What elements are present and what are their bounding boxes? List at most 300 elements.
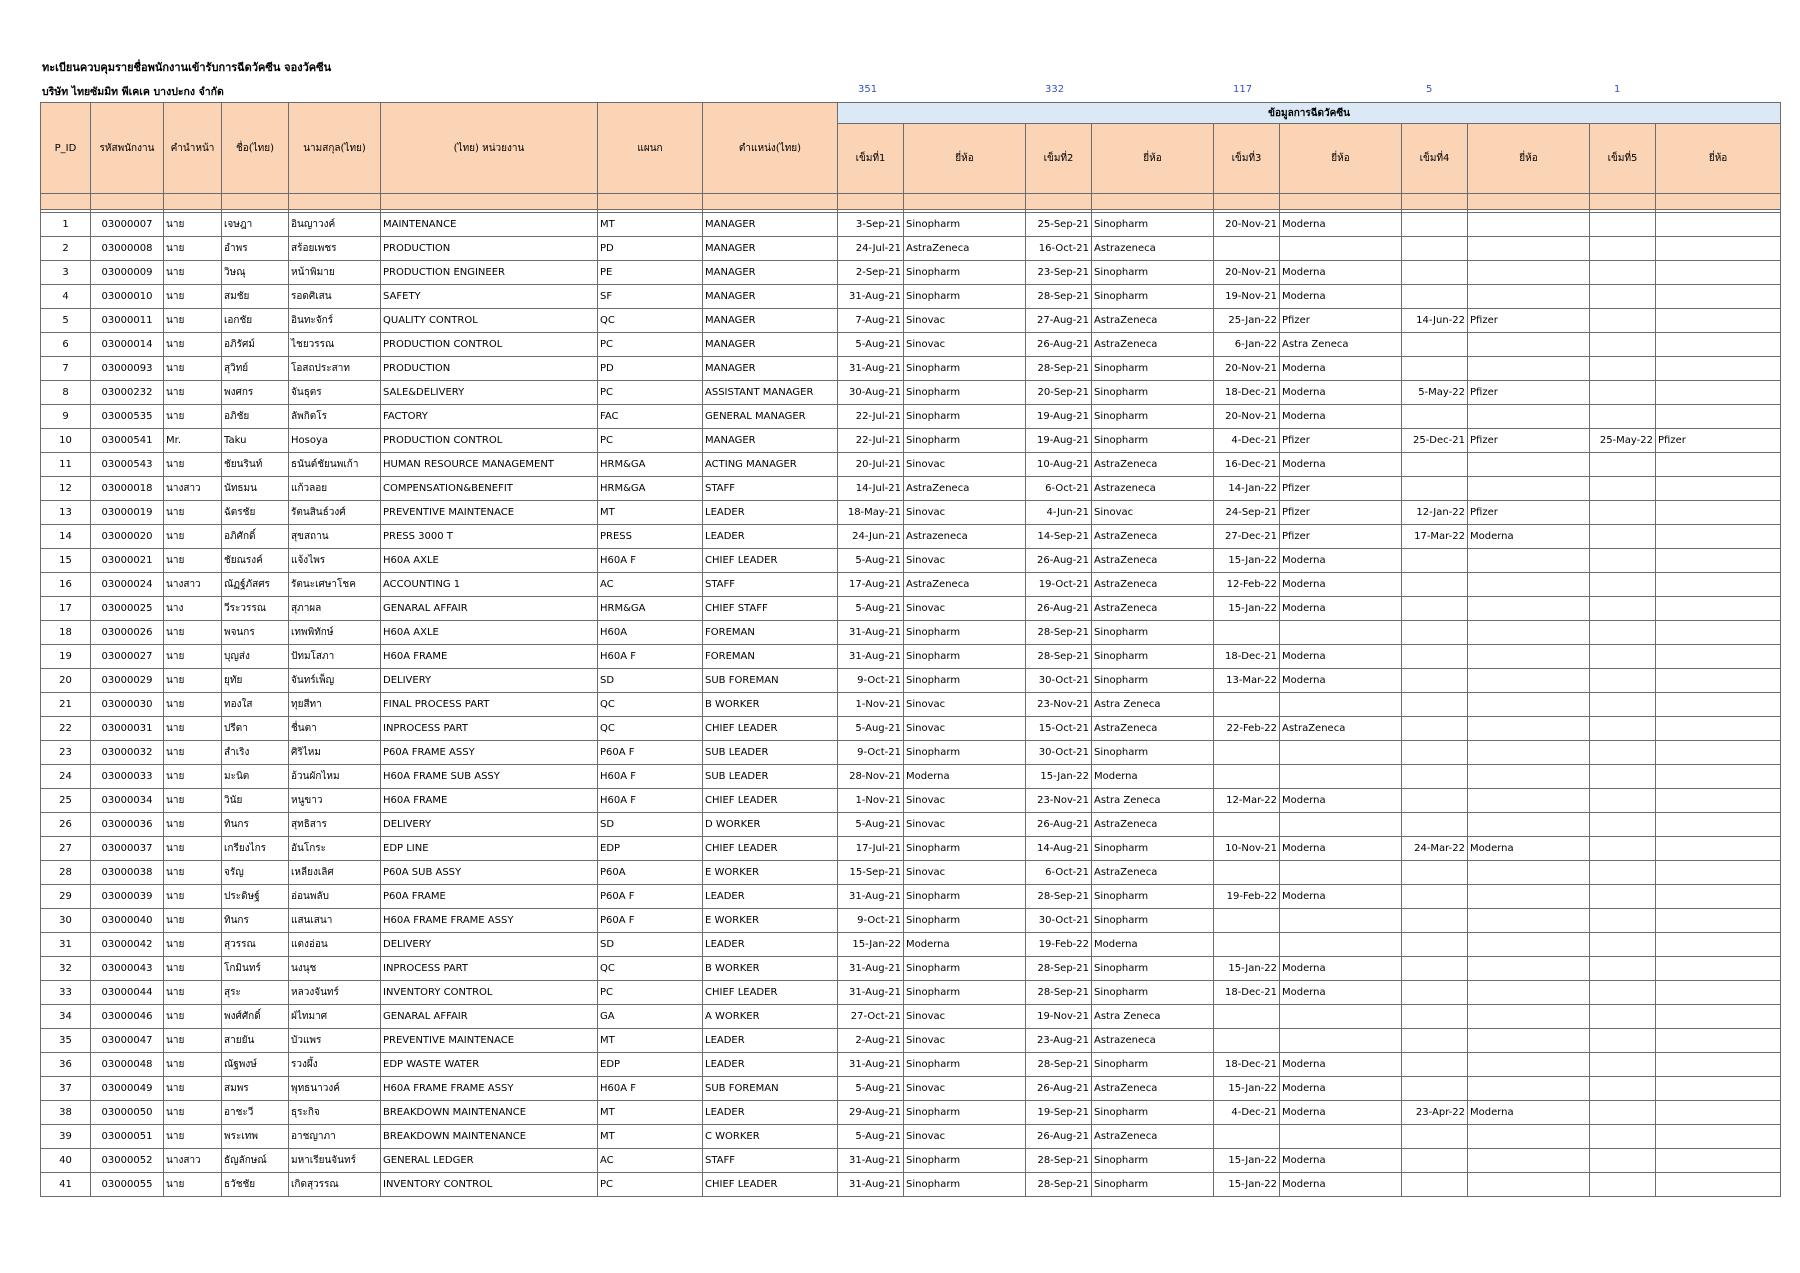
cell-dose1-date: 5-Aug-21: [838, 333, 904, 357]
cell-pid: 36: [41, 1053, 91, 1077]
cell-pid: 19: [41, 645, 91, 669]
cell-dose4-brand: Pfizer: [1468, 429, 1590, 453]
cell-dose2-date: 16-Oct-21: [1026, 237, 1092, 261]
cell-dose5-brand: [1656, 573, 1781, 597]
cell-pid: 12: [41, 477, 91, 501]
cell-dose4-brand: [1468, 1149, 1590, 1173]
cell-unit: P60A SUB ASSY: [381, 861, 598, 885]
cell-dept: AC: [598, 1149, 703, 1173]
cell-dose2-brand: AstraZeneca: [1092, 573, 1214, 597]
cell-dose1-date: 14-Jul-21: [838, 477, 904, 501]
cell-emp-code: 03000025: [91, 597, 164, 621]
cell-dose4-brand: [1468, 285, 1590, 309]
cell-dept: PC: [598, 381, 703, 405]
cell-dose2-brand: AstraZeneca: [1092, 813, 1214, 837]
table-row: [41, 645, 1781, 669]
cell-last-name: รัตนะเศษาโชค: [289, 573, 381, 597]
cell-unit: BREAKDOWN MAINTENANCE: [381, 1125, 598, 1149]
cell-pid: 1: [41, 213, 91, 237]
cell-dose5-date: [1590, 357, 1656, 381]
cell-dose3-date: [1214, 765, 1280, 789]
cell-emp-code: 03000039: [91, 885, 164, 909]
cell-unit: FACTORY: [381, 405, 598, 429]
cell-dose4-brand: [1468, 981, 1590, 1005]
cell-unit: INVENTORY CONTROL: [381, 981, 598, 1005]
cell-prefix: นาย: [164, 1005, 222, 1029]
cell-unit: GENERAL LEDGER: [381, 1149, 598, 1173]
cell-dose5-date: [1590, 1053, 1656, 1077]
cell-emp-code: 03000008: [91, 237, 164, 261]
cell-dose5-date: [1590, 621, 1656, 645]
cell-dose4-brand: [1468, 1173, 1590, 1197]
cell-dose1-brand: Sinopharm: [904, 213, 1026, 237]
cell-dept: GA: [598, 1005, 703, 1029]
cell-prefix: นาย: [164, 357, 222, 381]
cell-position: LEADER: [703, 1101, 838, 1125]
cell-pid: 9: [41, 405, 91, 429]
cell-position: C WORKER: [703, 1125, 838, 1149]
cell-dose5-date: [1590, 1149, 1656, 1173]
cell-dose5-brand: [1656, 1149, 1781, 1173]
cell-dose2-date: 28-Sep-21: [1026, 981, 1092, 1005]
cell-unit: MAINTENANCE: [381, 213, 598, 237]
cell-dose5-brand: [1656, 549, 1781, 573]
cell-prefix: นาย: [164, 837, 222, 861]
cell-dose4-date: [1402, 1029, 1468, 1053]
cell-prefix: นาย: [164, 549, 222, 573]
cell-unit: ACCOUNTING 1: [381, 573, 598, 597]
table-row: [41, 837, 1781, 861]
cell-emp-code: 03000014: [91, 333, 164, 357]
cell-dose4-brand: [1468, 765, 1590, 789]
cell-last-name: อ่อนพลับ: [289, 885, 381, 909]
cell-last-name: เทพพิทักษ์: [289, 621, 381, 645]
dose4-count: 5: [1426, 84, 1433, 95]
cell-dose3-brand: Moderna: [1280, 381, 1402, 405]
cell-dose1-date: 24-Jul-21: [838, 237, 904, 261]
cell-pid: 33: [41, 981, 91, 1005]
cell-prefix: นาย: [164, 621, 222, 645]
cell-pid: 4: [41, 285, 91, 309]
cell-last-name: อาชญาภา: [289, 1125, 381, 1149]
cell-prefix: นาย: [164, 1173, 222, 1197]
cell-dose4-brand: Moderna: [1468, 525, 1590, 549]
cell-emp-code: 03000032: [91, 741, 164, 765]
cell-prefix: นาย: [164, 1077, 222, 1101]
cell-prefix: Mr.: [164, 429, 222, 453]
col-dose3: เข็มที่3: [1214, 124, 1280, 194]
cell-dose3-date: 15-Jan-22: [1214, 597, 1280, 621]
cell-position: CHIEF LEADER: [703, 549, 838, 573]
cell-emp-code: 03000033: [91, 765, 164, 789]
cell-dose2-date: 26-Aug-21: [1026, 333, 1092, 357]
cell-unit: PREVENTIVE MAINTENACE: [381, 501, 598, 525]
cell-position: LEADER: [703, 501, 838, 525]
cell-last-name: อินทะจักร์: [289, 309, 381, 333]
cell-dept: PD: [598, 237, 703, 261]
cell-pid: 20: [41, 669, 91, 693]
cell-dose2-brand: Astra Zeneca: [1092, 693, 1214, 717]
col-dose5: เข็มที่5: [1590, 124, 1656, 194]
cell-dose2-date: 19-Nov-21: [1026, 1005, 1092, 1029]
cell-dose3-brand: [1280, 765, 1402, 789]
cell-prefix: นาย: [164, 1101, 222, 1125]
cell-dose3-date: 12-Mar-22: [1214, 789, 1280, 813]
cell-emp-code: 03000232: [91, 381, 164, 405]
cell-dose4-date: [1402, 1077, 1468, 1101]
dose3-count: 117: [1233, 84, 1253, 95]
cell-dose4-date: [1402, 1173, 1468, 1197]
cell-position: CHIEF STAFF: [703, 597, 838, 621]
cell-dose2-date: 23-Nov-21: [1026, 789, 1092, 813]
cell-emp-code: 03000027: [91, 645, 164, 669]
cell-first-name: เจษฎา: [222, 213, 289, 237]
cell-prefix: นาย: [164, 1029, 222, 1053]
cell-pid: 16: [41, 573, 91, 597]
cell-dose4-brand: [1468, 333, 1590, 357]
cell-dose1-brand: Sinopharm: [904, 1101, 1026, 1125]
cell-dose2-date: 23-Nov-21: [1026, 693, 1092, 717]
cell-position: ACTING MANAGER: [703, 453, 838, 477]
cell-dose2-brand: AstraZeneca: [1092, 309, 1214, 333]
cell-dept: H60A F: [598, 765, 703, 789]
cell-dose2-brand: Sinopharm: [1092, 1101, 1214, 1125]
cell-first-name: ธัญลักษณ์: [222, 1149, 289, 1173]
cell-prefix: นาย: [164, 213, 222, 237]
cell-dose3-date: 15-Jan-22: [1214, 549, 1280, 573]
cell-dept: PC: [598, 429, 703, 453]
cell-dose4-brand: [1468, 933, 1590, 957]
cell-unit: H60A AXLE: [381, 621, 598, 645]
cell-last-name: อินญาวงค์: [289, 213, 381, 237]
cell-position: LEADER: [703, 1053, 838, 1077]
cell-last-name: มหาเรียนจันทร์: [289, 1149, 381, 1173]
cell-last-name: สุขสถาน: [289, 525, 381, 549]
cell-dose2-date: 20-Sep-21: [1026, 381, 1092, 405]
header-blank-row: [41, 194, 1781, 210]
cell-dose1-brand: Sinovac: [904, 333, 1026, 357]
cell-dose2-date: 19-Aug-21: [1026, 405, 1092, 429]
cell-dose4-date: [1402, 549, 1468, 573]
cell-position: SUB FOREMAN: [703, 669, 838, 693]
cell-dose2-brand: Sinopharm: [1092, 621, 1214, 645]
cell-dose3-brand: Moderna: [1280, 669, 1402, 693]
cell-unit: INPROCESS PART: [381, 717, 598, 741]
cell-dose1-brand: Sinovac: [904, 501, 1026, 525]
cell-first-name: สมพร: [222, 1077, 289, 1101]
cell-dose3-brand: Pfizer: [1280, 501, 1402, 525]
cell-position: LEADER: [703, 525, 838, 549]
cell-dose2-brand: Sinopharm: [1092, 837, 1214, 861]
cell-dose1-brand: Sinopharm: [904, 261, 1026, 285]
cell-prefix: นาย: [164, 645, 222, 669]
cell-dept: MT: [598, 501, 703, 525]
cell-dose4-date: 17-Mar-22: [1402, 525, 1468, 549]
cell-last-name: ปัทมโสภา: [289, 645, 381, 669]
cell-position: CHIEF LEADER: [703, 789, 838, 813]
cell-dose2-date: 19-Sep-21: [1026, 1101, 1092, 1125]
cell-prefix: นาย: [164, 381, 222, 405]
cell-dose5-brand: [1656, 909, 1781, 933]
cell-dose4-brand: [1468, 621, 1590, 645]
table-row: [41, 1173, 1781, 1197]
cell-prefix: นาย: [164, 741, 222, 765]
cell-dose3-brand: [1280, 813, 1402, 837]
cell-last-name: แก้วลอย: [289, 477, 381, 501]
cell-dose3-date: 14-Jan-22: [1214, 477, 1280, 501]
cell-dose5-date: [1590, 957, 1656, 981]
cell-dose4-date: [1402, 213, 1468, 237]
cell-dose5-brand: [1656, 789, 1781, 813]
table-row: [41, 549, 1781, 573]
cell-dose2-date: 30-Oct-21: [1026, 909, 1092, 933]
cell-prefix: นาย: [164, 237, 222, 261]
cell-emp-code: 03000044: [91, 981, 164, 1005]
cell-dose1-brand: Sinopharm: [904, 957, 1026, 981]
cell-emp-code: 03000046: [91, 1005, 164, 1029]
cell-dose4-date: [1402, 621, 1468, 645]
cell-dose2-brand: AstraZeneca: [1092, 549, 1214, 573]
cell-dept: P60A F: [598, 885, 703, 909]
cell-dose2-brand: AstraZeneca: [1092, 861, 1214, 885]
cell-dose1-brand: Sinopharm: [904, 909, 1026, 933]
cell-dept: QC: [598, 717, 703, 741]
cell-dose2-brand: AstraZeneca: [1092, 525, 1214, 549]
cell-position: CHIEF LEADER: [703, 717, 838, 741]
cell-pid: 22: [41, 717, 91, 741]
col-last-name: นามสกุล(ไทย): [289, 103, 381, 194]
table-row: [41, 453, 1781, 477]
cell-first-name: สุวรรณ: [222, 933, 289, 957]
cell-dose2-date: 26-Aug-21: [1026, 813, 1092, 837]
cell-dose3-date: 18-Dec-21: [1214, 1053, 1280, 1077]
cell-dose2-brand: Sinopharm: [1092, 1173, 1214, 1197]
cell-dose2-date: 28-Sep-21: [1026, 621, 1092, 645]
cell-dose4-brand: [1468, 453, 1590, 477]
cell-dose5-brand: [1656, 1125, 1781, 1149]
cell-dose3-brand: [1280, 621, 1402, 645]
cell-first-name: จรัญ: [222, 861, 289, 885]
cell-last-name: จันทร์เพ็ญ: [289, 669, 381, 693]
cell-dose1-date: 3-Sep-21: [838, 213, 904, 237]
cell-dose5-brand: [1656, 477, 1781, 501]
vaccine-info-header: ข้อมูลการฉีดวัคซีน: [838, 103, 1781, 124]
cell-dose2-brand: Sinopharm: [1092, 1149, 1214, 1173]
cell-dept: EDP: [598, 1053, 703, 1077]
cell-dose1-brand: Sinovac: [904, 1077, 1026, 1101]
col-brand5: ยี่ห้อ: [1656, 124, 1781, 194]
cell-dept: P60A F: [598, 909, 703, 933]
col-pid: P_ID: [41, 103, 91, 194]
cell-dose1-date: 31-Aug-21: [838, 885, 904, 909]
cell-unit: PRODUCTION CONTROL: [381, 333, 598, 357]
cell-dose1-date: 28-Nov-21: [838, 765, 904, 789]
cell-dept: H60A F: [598, 1077, 703, 1101]
cell-pid: 37: [41, 1077, 91, 1101]
cell-dose2-brand: Sinopharm: [1092, 741, 1214, 765]
cell-dose1-date: 15-Jan-22: [838, 933, 904, 957]
cell-dose4-brand: [1468, 597, 1590, 621]
cell-dose3-brand: Moderna: [1280, 1101, 1402, 1125]
cell-dose3-brand: Moderna: [1280, 261, 1402, 285]
cell-dose2-date: 26-Aug-21: [1026, 1125, 1092, 1149]
cell-dose1-date: 18-May-21: [838, 501, 904, 525]
cell-dose1-brand: AstraZeneca: [904, 237, 1026, 261]
cell-position: LEADER: [703, 933, 838, 957]
cell-dose5-date: [1590, 333, 1656, 357]
table-row: [41, 333, 1781, 357]
cell-last-name: Hosoya: [289, 429, 381, 453]
table-row: [41, 957, 1781, 981]
cell-first-name: ธวัชชัย: [222, 1173, 289, 1197]
cell-dose3-brand: [1280, 1005, 1402, 1029]
cell-dose2-date: 26-Aug-21: [1026, 597, 1092, 621]
cell-dose2-brand: Astra Zeneca: [1092, 789, 1214, 813]
cell-dose1-brand: Sinopharm: [904, 669, 1026, 693]
cell-dose1-date: 29-Aug-21: [838, 1101, 904, 1125]
cell-prefix: นาย: [164, 285, 222, 309]
cell-dose5-brand: [1656, 213, 1781, 237]
col-first-name: ชื่อ(ไทย): [222, 103, 289, 194]
cell-first-name: พงศกร: [222, 381, 289, 405]
cell-prefix: นางสาว: [164, 477, 222, 501]
cell-first-name: นัทธมน: [222, 477, 289, 501]
cell-dose5-brand: [1656, 1173, 1781, 1197]
cell-prefix: นาย: [164, 909, 222, 933]
table-row: [41, 1053, 1781, 1077]
cell-dose5-date: [1590, 645, 1656, 669]
table-row: [41, 1005, 1781, 1029]
cell-first-name: วีระวรรณ: [222, 597, 289, 621]
cell-emp-code: 03000030: [91, 693, 164, 717]
cell-dose1-brand: Sinovac: [904, 1005, 1026, 1029]
cell-dept: SD: [598, 933, 703, 957]
cell-dose2-date: 4-Jun-21: [1026, 501, 1092, 525]
cell-dose3-date: 13-Mar-22: [1214, 669, 1280, 693]
cell-last-name: สร้อยเพชร: [289, 237, 381, 261]
cell-dept: QC: [598, 693, 703, 717]
cell-unit: SALE&DELIVERY: [381, 381, 598, 405]
cell-dose3-brand: Moderna: [1280, 957, 1402, 981]
table-row: [41, 789, 1781, 813]
cell-first-name: วินัย: [222, 789, 289, 813]
cell-dose5-date: [1590, 789, 1656, 813]
cell-dose1-brand: Sinovac: [904, 717, 1026, 741]
cell-position: STAFF: [703, 477, 838, 501]
cell-emp-code: 03000029: [91, 669, 164, 693]
cell-emp-code: 03000043: [91, 957, 164, 981]
cell-dose4-brand: Pfizer: [1468, 381, 1590, 405]
cell-position: STAFF: [703, 573, 838, 597]
table-row: [41, 693, 1781, 717]
cell-emp-code: 03000037: [91, 837, 164, 861]
cell-first-name: ประดิษฐ์: [222, 885, 289, 909]
cell-dose5-date: [1590, 933, 1656, 957]
cell-first-name: มะนิต: [222, 765, 289, 789]
cell-dose2-date: 23-Aug-21: [1026, 1029, 1092, 1053]
cell-dose1-brand: Sinopharm: [904, 1053, 1026, 1077]
cell-dose1-brand: Sinopharm: [904, 885, 1026, 909]
cell-dose5-brand: [1656, 1101, 1781, 1125]
cell-dept: PC: [598, 981, 703, 1005]
cell-dose4-brand: Pfizer: [1468, 501, 1590, 525]
cell-dose1-date: 2-Aug-21: [838, 1029, 904, 1053]
cell-dose1-date: 5-Aug-21: [838, 813, 904, 837]
cell-dose5-date: [1590, 453, 1656, 477]
cell-last-name: แสนเสนา: [289, 909, 381, 933]
cell-dose5-brand: [1656, 669, 1781, 693]
cell-dose4-brand: [1468, 909, 1590, 933]
cell-position: CHIEF LEADER: [703, 837, 838, 861]
cell-pid: 41: [41, 1173, 91, 1197]
cell-emp-code: 03000009: [91, 261, 164, 285]
cell-dose1-brand: Sinopharm: [904, 1173, 1026, 1197]
cell-emp-code: 03000050: [91, 1101, 164, 1125]
cell-emp-code: 03000049: [91, 1077, 164, 1101]
cell-emp-code: 03000052: [91, 1149, 164, 1173]
cell-dose4-brand: [1468, 1005, 1590, 1029]
cell-last-name: บัวแพร: [289, 1029, 381, 1053]
cell-dose3-brand: Moderna: [1280, 405, 1402, 429]
cell-dose5-date: [1590, 477, 1656, 501]
cell-last-name: หนูขาว: [289, 789, 381, 813]
cell-emp-code: 03000018: [91, 477, 164, 501]
table-row: [41, 717, 1781, 741]
cell-dose1-brand: Sinopharm: [904, 1149, 1026, 1173]
cell-first-name: สำเริง: [222, 741, 289, 765]
cell-dose5-brand: [1656, 813, 1781, 837]
cell-dose4-brand: [1468, 693, 1590, 717]
cell-dose2-date: 28-Sep-21: [1026, 885, 1092, 909]
cell-dose2-brand: Sinopharm: [1092, 357, 1214, 381]
cell-unit: FINAL PROCESS PART: [381, 693, 598, 717]
cell-prefix: นาย: [164, 813, 222, 837]
cell-position: MANAGER: [703, 429, 838, 453]
cell-dose3-date: [1214, 909, 1280, 933]
cell-dose1-brand: Sinovac: [904, 309, 1026, 333]
cell-dose4-brand: [1468, 741, 1590, 765]
cell-dose1-date: 9-Oct-21: [838, 909, 904, 933]
cell-pid: 6: [41, 333, 91, 357]
cell-dose2-brand: AstraZeneca: [1092, 597, 1214, 621]
cell-dose3-date: [1214, 933, 1280, 957]
col-prefix: คำนำหน้า: [164, 103, 222, 194]
cell-prefix: นางสาว: [164, 573, 222, 597]
cell-dose5-date: [1590, 1005, 1656, 1029]
cell-dose1-date: 17-Aug-21: [838, 573, 904, 597]
cell-dose1-date: 31-Aug-21: [838, 957, 904, 981]
table-row: [41, 261, 1781, 285]
cell-dept: SF: [598, 285, 703, 309]
cell-dose1-date: 1-Nov-21: [838, 789, 904, 813]
cell-position: LEADER: [703, 1029, 838, 1053]
cell-dose5-brand: [1656, 645, 1781, 669]
cell-dose1-date: 31-Aug-21: [838, 981, 904, 1005]
cell-dose1-date: 15-Sep-21: [838, 861, 904, 885]
cell-dose3-brand: Moderna: [1280, 837, 1402, 861]
cell-unit: BREAKDOWN MAINTENANCE: [381, 1101, 598, 1125]
cell-dose3-date: 18-Dec-21: [1214, 381, 1280, 405]
cell-dept: SD: [598, 669, 703, 693]
cell-pid: 11: [41, 453, 91, 477]
cell-unit: DELIVERY: [381, 813, 598, 837]
cell-dose5-brand: [1656, 285, 1781, 309]
cell-dose5-brand: [1656, 453, 1781, 477]
cell-dose3-date: 18-Dec-21: [1214, 981, 1280, 1005]
cell-dose5-brand: [1656, 837, 1781, 861]
cell-dept: SD: [598, 813, 703, 837]
cell-dose1-date: 31-Aug-21: [838, 285, 904, 309]
